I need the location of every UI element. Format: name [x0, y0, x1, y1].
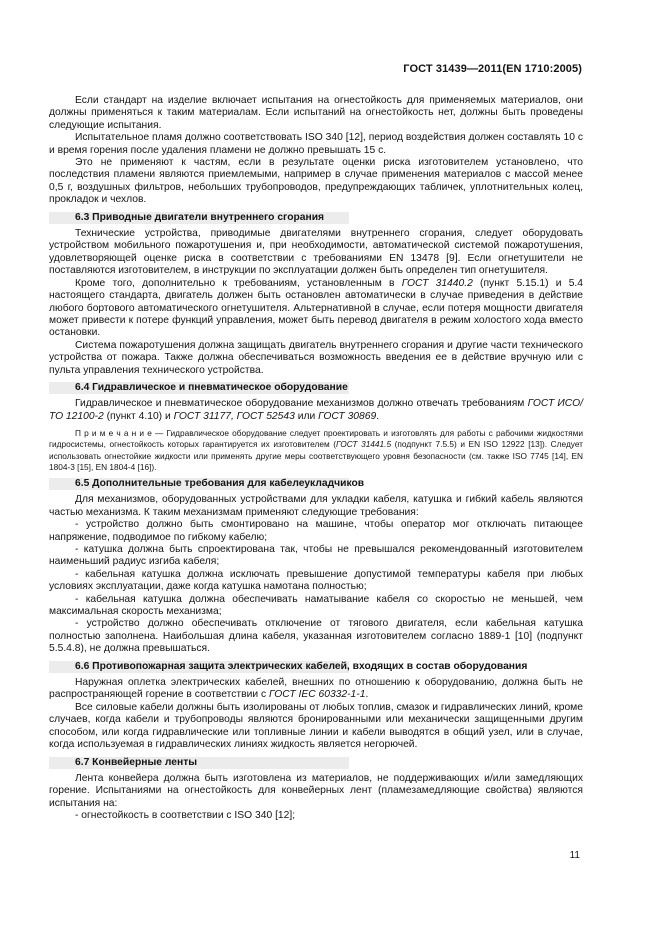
text-run: Наружная оплетка электрических кабелей, внешних по отношению к оборудованию, должна быть не распространяющей горение в соответствии с [49, 677, 583, 701]
list-item: - устройство должно обеспечивать отключение от тягового двигателя, если кабельная катушка полностью заполнена. Наибольшая длина кабеля, указанная изготовителем согласно 1889-1 [10] (подпункт 5.5.4.8), не должна превышаться. [49, 618, 583, 655]
section-heading-6-6: 6.6 Противопожарная защита электрических кабелей, входящих в состав оборудования [49, 661, 583, 673]
list-item: - устройство должно быть смонтировано на машине, чтобы оператор мог отключать питающее напряжение, подводимое по гибкому кабелю; [49, 519, 583, 543]
paragraph: Все силовые кабели должны быть изолированы от любых топлив, смазок и гидравлических линий, кроме случаев, когда кабели и трубопроводы являются бронированными или механически защищенными другим способом, или когда гидравлические или топливные линии и кабели выводятся в общий узел, или в случае, когда используемая в гидравлических линиях жидкость является негорючей. [49, 701, 583, 751]
note-label: П р и м е ч а н и е — [75, 428, 164, 439]
standard-header: ГОСТ 31439—2011(EN 1710:2005) [403, 63, 582, 75]
standard-reference: ГОСТ 31441.5 [336, 439, 392, 450]
intro-paragraph: Если стандарт на изделие включает испытания на огнестойкость для применяемых материалов, они должны применяться к таким материалам. Если испытаний на огнестойкость нет, должны быть проведены следующие испытания. [49, 95, 583, 131]
list-item: - кабельная катушка должна исключать превышение допустимой температуры кабеля при любых условиях эксплуатации, даже когда катушка намотана полностью; [49, 568, 583, 593]
paragraph: Лента конвейера должна быть изготовлена из материалов, не поддерживающих и/или замедляющих горение. Испытаниями на огнестойкость для конвейерных лент (пламезамедляющие свойства) являются испытания на: [49, 772, 583, 809]
note-paragraph [49, 428, 583, 473]
text-run: (подпункт 7.5.5) и EN ISO 12922 [13]). Следует использовать огнестойкие жидкости или применять другие меры соответствующего уровня безопасности (см. также ISO 7745 [14], EN 1804-3 [15], EN 1804-4 [16]). [49, 439, 583, 472]
text-run: Гидравлическое и пневматическое оборудование механизмов должно отвечать требованиям [75, 398, 528, 410]
section-heading-6-5: 6.5 Дополнительные требования для кабелеукладчиков [49, 478, 583, 490]
text-run: (пункт 5.15.1) и 5.4 настоящего стандарта, двигатель должен быть остановлен автоматически в случае приведения в действие любого бортового автоматического огнетушителя. Альтернативной в случае, если потеря мощности двигателя может привести к потере функций управления, может быть перевод двигателя в режим холостого хода вместо остановки. [49, 277, 584, 339]
text-run: . [376, 410, 380, 422]
paragraph [49, 278, 583, 340]
section-heading-6-4: 6.4 Гидравлическое и пневматическое оборудование [49, 382, 583, 394]
text-run: . [365, 689, 369, 701]
standard-reference: ГОСТ ИСО/ТО 12100-2 [49, 398, 583, 422]
paragraph: Для механизмов, оборудованных устройствами для укладки кабеля, катушка и гибкий кабель являются частью механизма. К таким механизмам применяют следующие требования: [49, 494, 583, 518]
text-run: или [294, 410, 319, 422]
standard-reference: ГОСТ 30869 [318, 410, 377, 422]
section-heading-6-7: 6.7 Конвейерные ленты [49, 757, 583, 769]
text-run: (пункт 4.10) и [103, 410, 174, 422]
text-run: Гидравлическое оборудование следует проектировать и изготовлять для работы с рабочими жидкостями гидросистемы, огнестойкость которых гарантируется их изготовителем ( [49, 428, 583, 450]
standard-reference: ГОСТ 31177, ГОСТ 52543 [173, 410, 295, 422]
paragraph: Система пожаротушения должна защищать двигатель внутреннего сгорания и другие части технического устройства от пожара. Также должна обеспечиваться возможность введения ее в действие вручную или с пульта управления технического устройства. [49, 339, 583, 376]
page-number: 11 [569, 850, 580, 861]
list-item: - катушка должна быть спроектирована так, чтобы не превышался рекомендованный изготовителем наименьший радиус изгиба кабеля; [49, 544, 583, 568]
text-run: Кроме того, дополнительно к требованиям, установленным в [75, 277, 402, 289]
list-item: - огнестойкость в соответствии с ISO 340 [12]; [75, 810, 296, 822]
intro-paragraph: Испытательное пламя должно соответствовать ISO 340 [12], период воздействия должен составлять 10 с и время горения после удаления пламени не должно превышать 15 с. [49, 132, 583, 156]
standard-reference: ГОСТ 31440.2 [401, 277, 473, 289]
intro-paragraph: Это не применяют к частям, если в результате оценки риска изготовителем установлено, что последствия пламени являются приемлемыми, например в случае применения материалов с массой менее 0,5 г, воздушных фильтров, небольших трубопроводов, предупреждающих табличек, уплотнительных колец, прокладок и чехлов. [49, 157, 583, 206]
standard-reference: ГОСТ IEC 60332-1-1 [268, 689, 366, 701]
page-body [49, 95, 583, 823]
paragraph [49, 398, 583, 423]
section-heading-6-3: 6.3 Приводные двигатели внутреннего сгорания [49, 212, 583, 224]
paragraph: Технические устройства, приводимые двигателями внутреннего сгорания, следует оборудовать устройством мобильного пожаротушения и, при необходимости, автоматической системой пожаротушения, удовлетворяющей оценке риска в соответствии с требованиями EN 13478 [9]. Если огнетушители не поставляются изготовителем, в инструкции по эксплуатации должен быть определен тип огнетушителя. [49, 228, 583, 277]
paragraph [49, 677, 583, 702]
list-item: - кабельная катушка должна обеспечивать наматывание кабеля со скоростью не меньшей, чем максимальная скорость механизма; [49, 593, 583, 618]
